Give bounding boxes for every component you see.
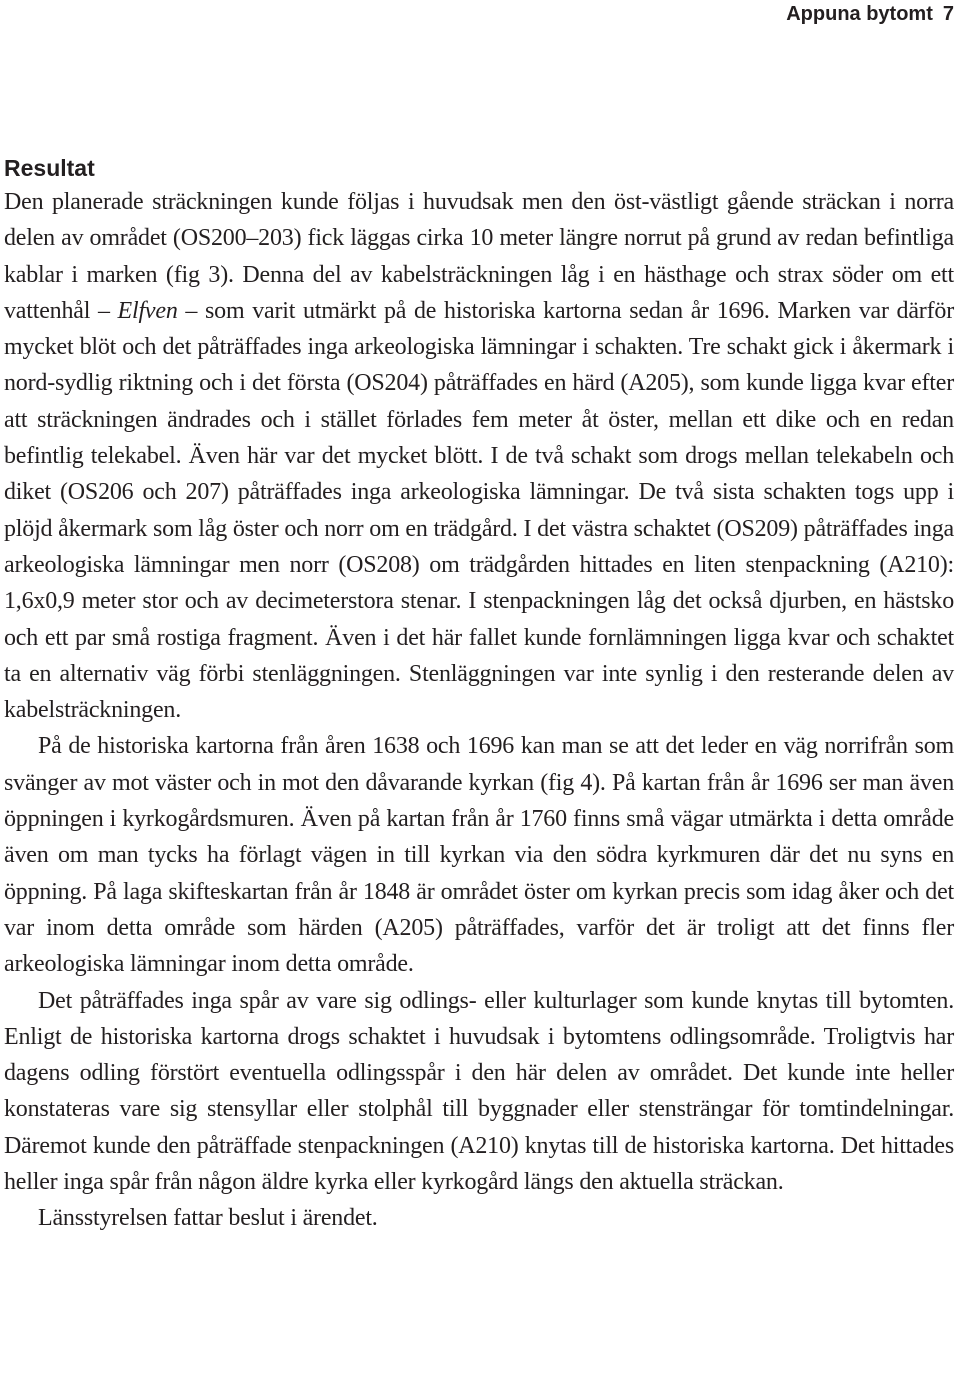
paragraph-1-italic-term: Elfven	[117, 297, 178, 324]
paragraph-1-text-end: – som varit utmärkt på de historiska kartorna sedan år 1696. Marken var därför mycket blöt och det påträffades inga arkeologiska lämningar i schakten. Tre schakt gick i åkermark i nord-sydlig riktning och i det första (OS204) påträffades en härd (A205), som kunde ligga kvar efter att sträckningen ändrades och i stället förlades fem meter åt öster, mellan ett dike och en redan befintlig telekabel. Även här var det mycket blött. I de två schakt som drogs mellan telekabeln och diket (OS206 och 207) påträffades inga arkeologiska lämningar. De två sista schakten togs upp i plöjd åkermark som låg öster och norr om en trädgård. I det västra schaktet (OS209) påträffades inga arkeologiska lämningar men norr (OS208) om trädgården hittades en liten stenpackning (A210): 1,6x0,9 meter stor och av decimeterstora stenar. I stenpackningen låg det också djurben, en hästsko och ett par små rostiga fragment. Även i det här fallet kunde fornlämningen ligga kvar och schaktet ta en alternativ väg förbi stenläggningen. Stenläggningen var inte synlig i den resterande delen av kabelsträckningen.	[4, 297, 954, 724]
paragraph-3: Det påträffades inga spår av vare sig odlings- eller kulturlager som kunde knytas till bytomten. Enligt de historiska kartorna drogs schaktet i huvudsak i bytomtens odlingsområde. Troligtvis har dagens odling förstört eventuella odlingsspår i den här delen av området. Det kunde inte heller konstateras vare sig stensyllar eller stolphål till byggnader eller stensträngar för tomtindelningar. Däremot kunde den påträffade stenpackningen (A210) knytas till de historiska kartorna. Det hittades heller inga spår från någon äldre kyrka eller kyrkogård längs den aktuella sträckan.	[4, 987, 954, 1196]
running-header-title: Appuna bytomt	[786, 3, 933, 25]
page-content	[4, 152, 954, 1237]
page-number: 7	[942, 3, 954, 25]
running-header	[0, 0, 960, 29]
section-heading: Resultat	[4, 155, 95, 181]
paragraph-1-text-start: Den planerade sträckningen kunde följas i huvudsak men den öst-västligt gående sträckan i norra delen av området (OS200–203) fick läggas cirka 10 meter längre norrut på grund av redan befintliga kablar i marken (fig 3). Denna del av kabelsträckningen låg i en hästhage och strax söder om ett vattenhål –	[4, 189, 954, 324]
paragraph-4: Länsstyrelsen fattar beslut i ärendet.	[38, 1205, 378, 1232]
paragraph-2: På de historiska kartorna från åren 1638 och 1696 kan man se att det leder en väg norrifrån som svänger av mot väster och in mot den dåvarande kyrkan (fig 4). På kartan från år 1696 ser man även öppningen i kyrkogårdsmuren. Även på kartan från år 1760 finns små vägar utmärkta i detta område även om man tycks ha förlagt vägen in till kyrkan via den södra kyrkmuren där det nu syns en öppning. På laga skifteskartan från år 1848 är området öster om kyrkan precis som idag åker och det var inom detta område som härden (A205) påträffades, varför det är troligt att det finns fler arkeologiska lämningar inom detta område.	[4, 733, 954, 978]
paragraph-1	[4, 184, 954, 728]
